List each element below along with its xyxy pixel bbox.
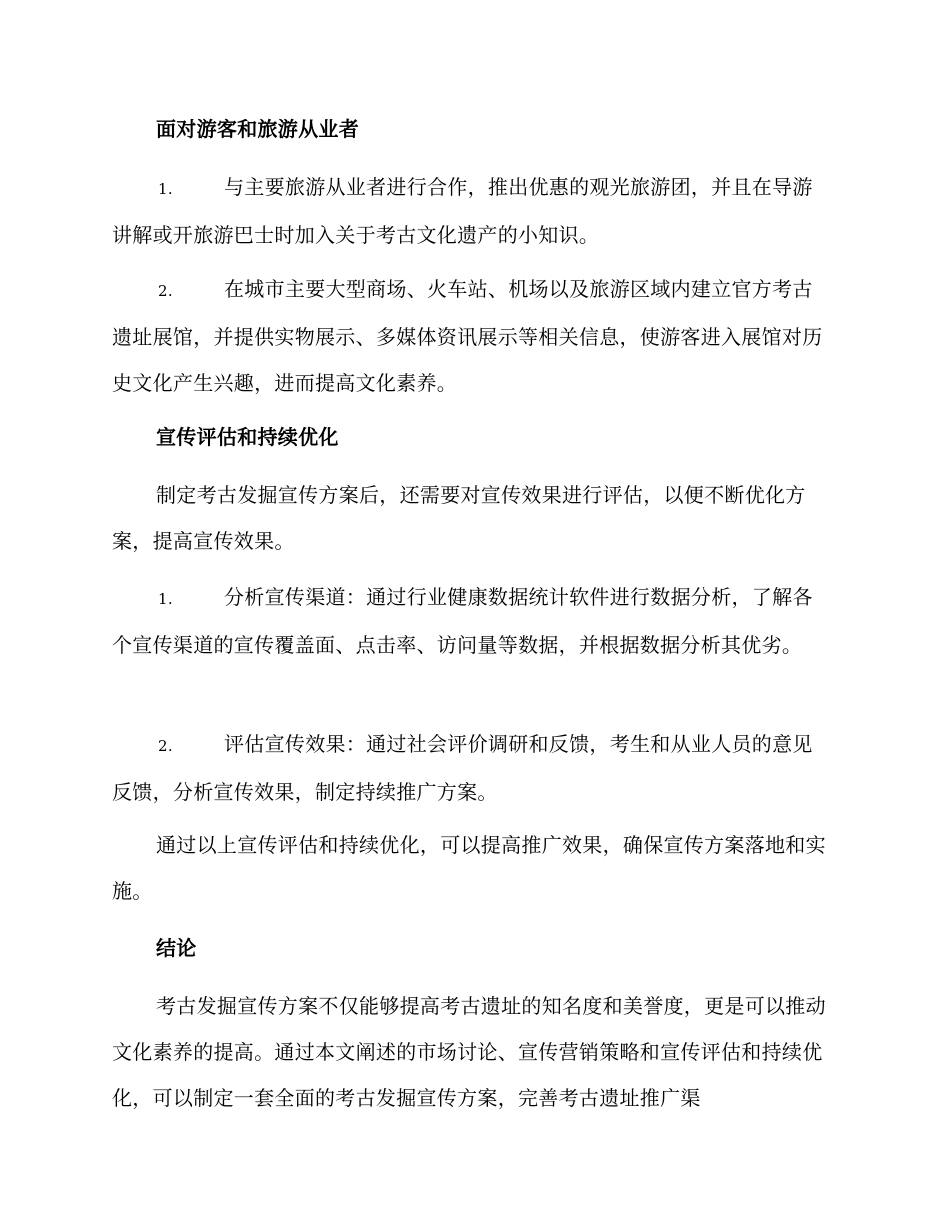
list-item-text: 与主要旅游从业者进行合作，推出优惠的观光旅游团，并且在导游讲解或开旅游巴士时加入关于考古文化遗产的小知识。 — [112, 175, 813, 247]
list-number: 1. — [158, 590, 173, 608]
list-item-text: 分析宣传渠道：通过行业健康数据统计软件进行数据分析，了解各个宣传渠道的宣传覆盖面、点击率、访问量等数据，并根据数据分析其优劣。 — [112, 585, 813, 657]
section-heading-evaluation: 宣传评估和持续优化 — [156, 425, 339, 449]
paragraph-conclusion: 考古发掘宣传方案不仅能够提高考古遗址的知名度和美誉度，更是可以推动文化素养的提高。通过本文阐述的市场讨论、宣传营销策略和宣传评估和持续优化，可以制定一套全面的考古发掘宣传方案，完善考古遗址推广渠 — [112, 994, 826, 1110]
list-number: 2. — [158, 737, 173, 755]
list-item — [112, 721, 832, 815]
paragraph-evaluation-intro: 制定考古发掘宣传方案后，还需要对宣传效果进行评估，以便不断优化方案，提高宣传效果。 — [112, 483, 806, 553]
list-number: 2. — [158, 282, 173, 300]
section-heading-conclusion: 结论 — [156, 936, 197, 960]
section-heading-tourism: 面对游客和旅游从业者 — [156, 117, 359, 141]
list-number: 1. — [158, 180, 173, 198]
paragraph-evaluation-summary: 通过以上宣传评估和持续优化，可以提高推广效果，确保宣传方案落地和实施。 — [112, 833, 826, 903]
list-item — [112, 266, 832, 406]
list-item — [112, 164, 832, 258]
list-item-text: 评估宣传效果：通过社会评价调研和反馈，考生和从业人员的意见反馈，分析宣传效果，制定持续推广方案。 — [112, 732, 813, 804]
list-item-text: 在城市主要大型商场、火车站、机场以及旅游区域内建立官方考古遗址展馆，并提供实物展示、多媒体资讯展示等相关信息，使游客进入展馆对历史文化产生兴趣，进而提高文化素养。 — [112, 277, 823, 395]
list-item — [112, 574, 832, 668]
